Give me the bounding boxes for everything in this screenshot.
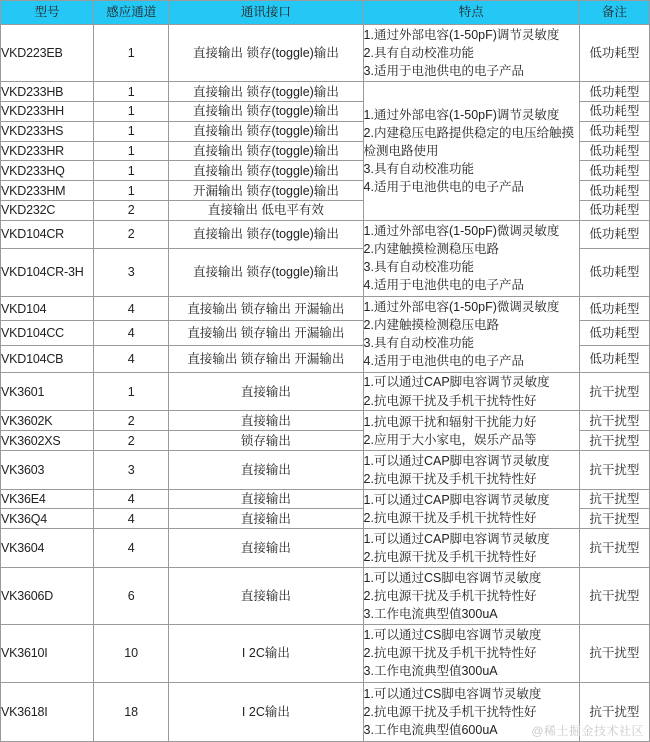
- cell-model: VK36E4: [1, 489, 94, 509]
- feature-line: 1.可以通过CS脚电容调节灵敏度: [363, 570, 542, 585]
- cell-model: VKD233HR: [1, 141, 94, 161]
- feature-line: 1.通过外部电容(1-50pF)调节灵敏度: [363, 27, 560, 42]
- feature-line: 2.抗电源干扰及手机干扰特性好: [363, 393, 537, 408]
- cell-interface: 直接输出: [169, 450, 363, 489]
- feature-line: 1.通过外部电容(1-50pF)微调灵敏度: [363, 224, 560, 239]
- cell-note: 低功耗型: [579, 82, 649, 102]
- header-row: [1, 1, 650, 25]
- feature-line: 2.抗电源干扰及手机干扰特性好: [363, 646, 537, 661]
- cell-note: 抗干扰型: [579, 529, 649, 568]
- cell-channels: 3: [94, 450, 169, 489]
- feature-line: 3.具有自动校准功能: [363, 162, 474, 177]
- cell-model: VK3604: [1, 529, 94, 568]
- cell-features: [363, 624, 579, 682]
- cell-note: 抗干扰型: [579, 624, 649, 682]
- cell-channels: 18: [94, 682, 169, 741]
- cell-features: [363, 372, 579, 411]
- column-header-model: 型号: [1, 1, 94, 25]
- cell-model: VK3603: [1, 450, 94, 489]
- cell-model: VKD233HH: [1, 102, 94, 122]
- cell-interface: 直接输出 锁存(toggle)输出: [169, 161, 363, 181]
- cell-note: 低功耗型: [579, 181, 649, 201]
- cell-interface: 直接输出 锁存输出 开漏输出: [169, 296, 363, 321]
- cell-interface: 直接输出: [169, 567, 363, 624]
- cell-model: VKD104CR: [1, 220, 94, 249]
- feature-line: 2.内建稳压电路提供稳定的电压给触摸检测电路使用: [363, 125, 574, 158]
- cell-model: VKD104CC: [1, 321, 94, 346]
- feature-line: 1.可以通过CS脚电容调节灵敏度: [363, 686, 542, 701]
- table-body: [1, 25, 650, 742]
- cell-channels: 3: [94, 249, 169, 297]
- table-row: [1, 220, 650, 249]
- feature-line: 3.适用于电池供电的电子产品: [363, 64, 524, 79]
- cell-note: 低功耗型: [579, 321, 649, 346]
- feature-line: 4.适用于电池供电的电子产品: [363, 180, 524, 195]
- cell-channels: 2: [94, 431, 169, 451]
- cell-model: VK36Q4: [1, 509, 94, 529]
- column-header-channels: 感应通道: [94, 1, 169, 25]
- cell-interface: 直接输出 锁存(toggle)输出: [169, 25, 363, 82]
- cell-features: [363, 567, 579, 624]
- cell-model: VK3606D: [1, 567, 94, 624]
- feature-line: 1.通过外部电容(1-50pF)调节灵敏度: [363, 107, 560, 122]
- cell-channels: 1: [94, 82, 169, 102]
- column-header-interface: 通讯接口: [169, 1, 363, 25]
- cell-note: 低功耗型: [579, 345, 649, 372]
- column-header-note: 备注: [579, 1, 649, 25]
- cell-features: [363, 489, 579, 529]
- cell-interface: I 2C输出: [169, 624, 363, 682]
- cell-model: VK3602XS: [1, 431, 94, 451]
- cell-interface: 直接输出 锁存输出 开漏输出: [169, 321, 363, 346]
- cell-interface: 直接输出 锁存(toggle)输出: [169, 121, 363, 141]
- cell-note: 低功耗型: [579, 220, 649, 249]
- cell-note: 低功耗型: [579, 200, 649, 220]
- cell-channels: 1: [94, 181, 169, 201]
- cell-interface: 直接输出 锁存(toggle)输出: [169, 141, 363, 161]
- cell-channels: 10: [94, 624, 169, 682]
- feature-line: 2.应用于大小家电，娱乐产品等: [363, 432, 537, 447]
- cell-model: VKD104: [1, 296, 94, 321]
- cell-note: 抗干扰型: [579, 411, 649, 431]
- cell-features: [363, 682, 579, 741]
- feature-line: 2.内建触摸检测稳压电路: [363, 318, 499, 333]
- cell-channels: 4: [94, 509, 169, 529]
- cell-note: 低功耗型: [579, 102, 649, 122]
- cell-interface: 直接输出 低电平有效: [169, 200, 363, 220]
- cell-interface: I 2C输出: [169, 682, 363, 741]
- cell-model: VKD223EB: [1, 25, 94, 82]
- cell-model: VKD104CB: [1, 345, 94, 372]
- cell-channels: 1: [94, 121, 169, 141]
- cell-features: [363, 450, 579, 489]
- cell-interface: 开漏输出 锁存(toggle)输出: [169, 181, 363, 201]
- cell-channels: 1: [94, 372, 169, 411]
- cell-channels: 1: [94, 25, 169, 82]
- cell-channels: 4: [94, 296, 169, 321]
- cell-note: 抗干扰型: [579, 682, 649, 741]
- feature-line: 1.可以通过CAP脚电容调节灵敏度: [363, 375, 550, 390]
- feature-line: 4.适用于电池供电的电子产品: [363, 354, 524, 369]
- cell-note: 低功耗型: [579, 25, 649, 82]
- cell-interface: 直接输出 锁存(toggle)输出: [169, 102, 363, 122]
- cell-features: [363, 25, 579, 82]
- watermark: @稀土掘金技术社区: [531, 724, 644, 738]
- feature-line: 3.工作电流典型值300uA: [363, 664, 498, 679]
- feature-line: 2.抗电源干扰及手机干扰特性好: [363, 588, 537, 603]
- cell-note: 抗干扰型: [579, 509, 649, 529]
- table-row: [1, 25, 650, 82]
- cell-channels: 4: [94, 489, 169, 509]
- feature-line: 3.工作电流典型值300uA: [363, 606, 498, 621]
- cell-interface: 直接输出: [169, 411, 363, 431]
- feature-line: 2.抗电源干扰及手机干扰特性好: [363, 549, 537, 564]
- cell-interface: 锁存输出: [169, 431, 363, 451]
- feature-line: 1.可以通过CAP脚电容调节灵敏度: [363, 453, 550, 468]
- cell-interface: 直接输出: [169, 529, 363, 568]
- cell-channels: 2: [94, 411, 169, 431]
- cell-note: 低功耗型: [579, 296, 649, 321]
- feature-line: 3.工作电流典型值600uA: [363, 722, 498, 737]
- cell-interface: 直接输出: [169, 489, 363, 509]
- feature-line: 1.可以通过CAP脚电容调节灵敏度: [363, 492, 550, 507]
- cell-note: 抗干扰型: [579, 372, 649, 411]
- cell-model: VKD233HM: [1, 181, 94, 201]
- cell-note: 低功耗型: [579, 141, 649, 161]
- cell-model: VKD232C: [1, 200, 94, 220]
- cell-features: [363, 220, 579, 296]
- column-header-features: 特点: [363, 1, 579, 25]
- cell-model: VK3601: [1, 372, 94, 411]
- cell-channels: 2: [94, 200, 169, 220]
- table-row: [1, 529, 650, 568]
- cell-model: VKD233HB: [1, 82, 94, 102]
- cell-note: 抗干扰型: [579, 567, 649, 624]
- cell-channels: 4: [94, 529, 169, 568]
- feature-line: 4.适用于电池供电的电子产品: [363, 278, 524, 293]
- cell-channels: 4: [94, 345, 169, 372]
- feature-line: 2.内建触摸检测稳压电路: [363, 242, 499, 257]
- feature-line: 1.可以通过CAP脚电容调节灵敏度: [363, 531, 550, 546]
- table-row: [1, 82, 650, 102]
- table-row: [1, 411, 650, 431]
- cell-model: VK3602K: [1, 411, 94, 431]
- cell-channels: 1: [94, 102, 169, 122]
- table-row: [1, 567, 650, 624]
- cell-channels: 1: [94, 161, 169, 181]
- cell-model: VKD104CR-3H: [1, 249, 94, 297]
- cell-note: 低功耗型: [579, 161, 649, 181]
- table-row: [1, 624, 650, 682]
- cell-note: 抗干扰型: [579, 489, 649, 509]
- cell-channels: 4: [94, 321, 169, 346]
- feature-line: 1.抗电源干扰和辐射干扰能力好: [363, 414, 537, 429]
- feature-line: 2.抗电源干扰及手机干扰特性好: [363, 704, 537, 719]
- cell-note: 抗干扰型: [579, 450, 649, 489]
- cell-features: [363, 296, 579, 372]
- feature-line: 1.可以通过CS脚电容调节灵敏度: [363, 628, 542, 643]
- cell-model: VKD233HS: [1, 121, 94, 141]
- table-row: [1, 682, 650, 741]
- cell-interface: 直接输出 锁存(toggle)输出: [169, 220, 363, 249]
- feature-line: 1.通过外部电容(1-50pF)微调灵敏度: [363, 300, 560, 315]
- cell-interface: 直接输出 锁存输出 开漏输出: [169, 345, 363, 372]
- cell-interface: 直接输出 锁存(toggle)输出: [169, 249, 363, 297]
- cell-note: 低功耗型: [579, 121, 649, 141]
- cell-interface: 直接输出 锁存(toggle)输出: [169, 82, 363, 102]
- feature-line: 2.抗电源干扰及手机干扰特性好: [363, 510, 537, 525]
- cell-channels: 6: [94, 567, 169, 624]
- cell-interface: 直接输出: [169, 509, 363, 529]
- feature-line: 2.具有自动校准功能: [363, 46, 474, 61]
- cell-note: 抗干扰型: [579, 431, 649, 451]
- table-row: [1, 372, 650, 411]
- table-row: [1, 489, 650, 509]
- cell-model: VKD233HQ: [1, 161, 94, 181]
- cell-model: VK3610I: [1, 624, 94, 682]
- table-row: [1, 296, 650, 321]
- cell-features: [363, 529, 579, 568]
- table-row: [1, 450, 650, 489]
- feature-line: 3.具有自动校准功能: [363, 336, 474, 351]
- cell-features: [363, 411, 579, 451]
- cell-interface: 直接输出: [169, 372, 363, 411]
- cell-note: 低功耗型: [579, 249, 649, 297]
- cell-features: [363, 82, 579, 220]
- feature-line: 3.具有自动校准功能: [363, 260, 474, 275]
- cell-channels: 2: [94, 220, 169, 249]
- table-header: [1, 1, 650, 25]
- feature-line: 2.抗电源干扰及手机干扰特性好: [363, 471, 537, 486]
- cell-channels: 1: [94, 141, 169, 161]
- cell-model: VK3618I: [1, 682, 94, 741]
